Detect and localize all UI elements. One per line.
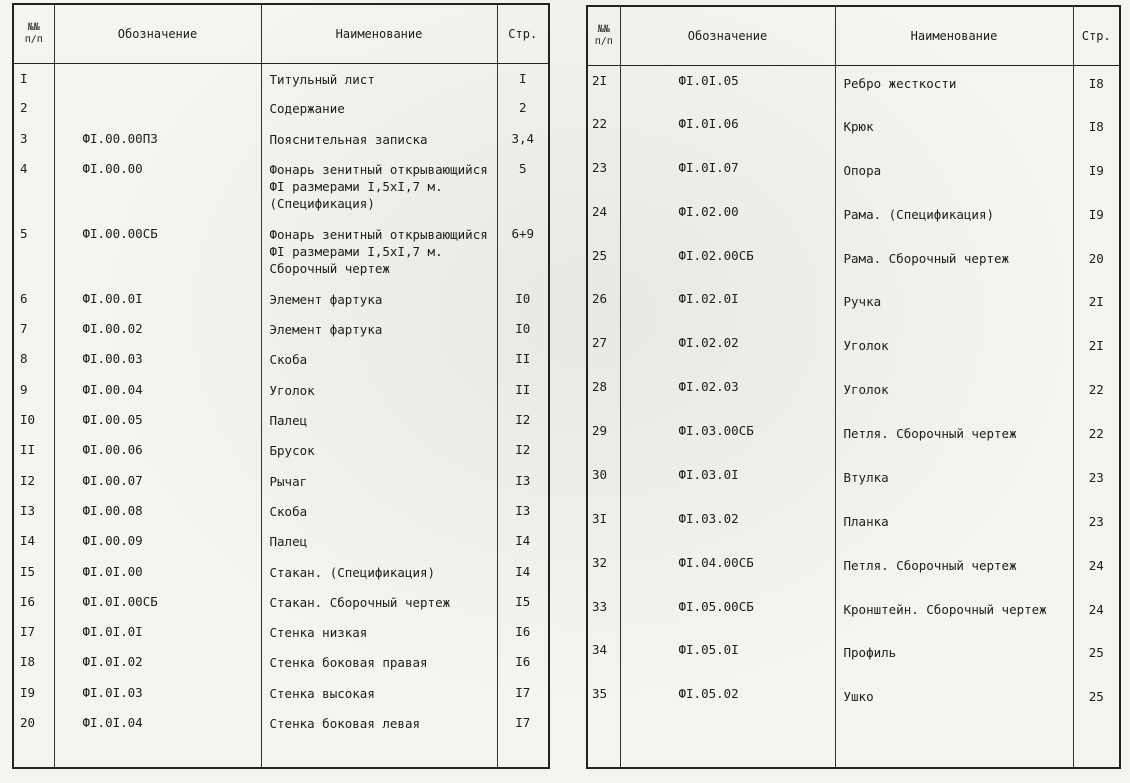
table-row xyxy=(14,647,548,677)
row-page: 2I xyxy=(1088,294,1104,310)
table-row xyxy=(14,587,548,617)
row-number: 32 xyxy=(588,548,620,592)
row-number: 28 xyxy=(588,372,620,416)
row-number: I8 xyxy=(14,647,54,677)
row-designation: ФI.00.00ПЗ xyxy=(54,124,261,154)
row-name: Уголок xyxy=(835,372,1073,416)
row-name: Элемент фартука xyxy=(261,284,497,314)
row-designation: ФI.02.00 xyxy=(620,197,835,241)
row-number: 8 xyxy=(14,344,54,374)
row-page: 20 xyxy=(1088,250,1104,266)
row-page: I7 xyxy=(515,684,531,700)
row-name: Планка xyxy=(835,504,1073,548)
table-row xyxy=(588,65,1119,109)
row-name: Палец xyxy=(261,405,497,435)
row-name: Ушко xyxy=(835,679,1073,723)
header-page: Стр. xyxy=(1073,7,1119,65)
row-number: 3 xyxy=(14,124,54,154)
row-page: I7 xyxy=(515,715,531,731)
row-name: Рама. Сборочный чертеж xyxy=(835,241,1073,285)
row-page: I4 xyxy=(515,563,531,579)
row-page: 23 xyxy=(1088,469,1104,485)
table-row xyxy=(14,678,548,708)
row-name: Элемент фартука xyxy=(261,314,497,344)
row-designation: ФI.0I.0I xyxy=(54,617,261,647)
row-number: I4 xyxy=(14,526,54,556)
row-page: I8 xyxy=(1088,118,1104,134)
row-number: II xyxy=(14,435,54,465)
row-number: 22 xyxy=(588,109,620,153)
row-number: I xyxy=(14,63,54,93)
row-name: Стенка высокая xyxy=(261,678,497,708)
table-row xyxy=(588,372,1119,416)
row-name: Опора xyxy=(835,153,1073,197)
row-page: I4 xyxy=(515,533,531,549)
row-designation: ФI.00.04 xyxy=(54,375,261,405)
table-row xyxy=(14,93,548,123)
row-name: Профиль xyxy=(835,635,1073,679)
row-page: I2 xyxy=(515,442,531,458)
row-number: 9 xyxy=(14,375,54,405)
row-designation: ФI.02.00СБ xyxy=(620,241,835,285)
empty-row-space xyxy=(14,738,548,768)
table-row xyxy=(14,617,548,647)
row-number: 25 xyxy=(588,241,620,285)
table-row xyxy=(588,679,1119,723)
table-row xyxy=(588,197,1119,241)
table-row xyxy=(14,154,548,219)
row-page: 24 xyxy=(1088,557,1104,573)
table-row xyxy=(588,592,1119,636)
row-designation: ФI.0I.00 xyxy=(54,557,261,587)
row-designation: ФI.02.03 xyxy=(620,372,835,416)
row-number: 27 xyxy=(588,328,620,372)
row-number: 35 xyxy=(588,679,620,723)
row-number: 26 xyxy=(588,284,620,328)
row-designation: ФI.00.08 xyxy=(54,496,261,526)
row-designation: ФI.0I.03 xyxy=(54,678,261,708)
header-designation: Обозначение xyxy=(620,7,835,65)
row-page: I xyxy=(518,70,527,86)
row-number: I9 xyxy=(14,678,54,708)
table-row xyxy=(14,526,548,556)
table-row xyxy=(14,405,548,435)
row-name: Брусок xyxy=(261,435,497,465)
row-designation: ФI.00.00 xyxy=(54,154,261,219)
row-page: I9 xyxy=(1088,162,1104,178)
row-page: I9 xyxy=(1088,206,1104,222)
row-name: Втулка xyxy=(835,460,1073,504)
row-designation: ФI.00.07 xyxy=(54,466,261,496)
table-row xyxy=(14,219,548,284)
table-row xyxy=(588,504,1119,548)
row-page: 3,4 xyxy=(511,130,535,146)
header-number: №№ п/п xyxy=(588,7,620,65)
row-number: 29 xyxy=(588,416,620,460)
row-number: 7 xyxy=(14,314,54,344)
row-number: 30 xyxy=(588,460,620,504)
row-designation: ФI.05.00СБ xyxy=(620,592,835,636)
row-name: Пояснительная записка xyxy=(261,124,497,154)
row-number: 2I xyxy=(588,65,620,109)
row-designation: ФI.05.02 xyxy=(620,679,835,723)
row-name: Стакан. Сборочный чертеж xyxy=(261,587,497,617)
row-designation: ФI.03.02 xyxy=(620,504,835,548)
row-page: 22 xyxy=(1088,426,1104,441)
row-designation: ФI.0I.00СБ xyxy=(54,587,261,617)
row-page: I0 xyxy=(515,321,531,337)
empty-cell xyxy=(620,723,835,767)
table-row xyxy=(14,466,548,496)
header-designation: Обозначение xyxy=(54,5,261,63)
row-number: 33 xyxy=(588,592,620,636)
row-designation: ФI.00.02 xyxy=(54,314,261,344)
table-row xyxy=(588,548,1119,592)
row-name: Содержание xyxy=(261,93,497,123)
table-row xyxy=(14,496,548,526)
row-number: 6 xyxy=(14,284,54,314)
row-number: I3 xyxy=(14,496,54,526)
row-name: Рычаг xyxy=(261,466,497,496)
table-row xyxy=(588,328,1119,372)
row-designation: ФI.00.05 xyxy=(54,405,261,435)
row-number: 23 xyxy=(588,153,620,197)
row-designation: ФI.04.00СБ xyxy=(620,548,835,592)
table-row xyxy=(588,284,1119,328)
row-designation: ФI.0I.04 xyxy=(54,708,261,738)
row-name: Уголок xyxy=(835,328,1073,372)
table-row xyxy=(14,708,548,738)
row-name: Крюк xyxy=(835,109,1073,153)
row-page: II xyxy=(515,381,531,397)
table-row xyxy=(588,153,1119,197)
row-page: 24 xyxy=(1088,601,1104,617)
row-number: 2 xyxy=(14,93,54,123)
row-designation xyxy=(54,93,261,123)
row-name: Петля. Сборочный чертеж xyxy=(835,416,1073,460)
empty-cell xyxy=(497,738,548,768)
row-name: Уголок xyxy=(261,375,497,405)
row-number: 5 xyxy=(14,219,54,284)
table-row xyxy=(588,460,1119,504)
table-row xyxy=(14,63,548,93)
row-page: 25 xyxy=(1088,689,1104,705)
row-page: I6 xyxy=(515,624,531,640)
row-number: I0 xyxy=(14,405,54,435)
row-designation: ФI.00.06 xyxy=(54,435,261,465)
row-number: 34 xyxy=(588,635,620,679)
row-number: 3I xyxy=(588,504,620,548)
empty-cell xyxy=(261,738,497,768)
row-name: Ребро жесткости xyxy=(835,65,1073,109)
empty-cell xyxy=(54,738,261,768)
header-name: Наименование xyxy=(835,7,1073,65)
row-page: I5 xyxy=(515,593,531,609)
row-name: Фонарь зенитный открывающийся ФI размерами I,5xI,7 м. Сборочный чертеж xyxy=(261,219,497,284)
empty-cell xyxy=(588,723,620,767)
row-name: Титульный лист xyxy=(261,63,497,93)
row-name: Петля. Сборочный чертеж xyxy=(835,548,1073,592)
row-page: 23 xyxy=(1088,513,1104,529)
row-designation: ФI.03.00СБ xyxy=(620,416,835,460)
row-designation: ФI.05.0I xyxy=(620,635,835,679)
row-designation: ФI.00.00СБ xyxy=(54,219,261,284)
row-name: Стенка низкая xyxy=(261,617,497,647)
row-page: I3 xyxy=(515,502,531,518)
row-number: 4 xyxy=(14,154,54,219)
empty-cell xyxy=(835,723,1073,767)
row-designation: ФI.02.0I xyxy=(620,284,835,328)
row-number: I2 xyxy=(14,466,54,496)
table-row xyxy=(14,344,548,374)
row-page: 5 xyxy=(518,160,527,176)
row-page: I2 xyxy=(515,412,531,428)
row-designation xyxy=(54,63,261,93)
row-name: Стенка боковая левая xyxy=(261,708,497,738)
table-row xyxy=(588,635,1119,679)
row-page: I0 xyxy=(515,290,531,306)
row-page: I8 xyxy=(1088,75,1104,91)
row-name: Рама. (Спецификация) xyxy=(835,197,1073,241)
row-designation: ФI.0I.06 xyxy=(620,109,835,153)
row-number: I7 xyxy=(14,617,54,647)
table-row xyxy=(588,416,1119,460)
table-header-row xyxy=(14,5,548,63)
row-designation: ФI.02.02 xyxy=(620,328,835,372)
table-row xyxy=(14,124,548,154)
row-designation: ФI.0I.05 xyxy=(620,65,835,109)
row-name: Скоба xyxy=(261,344,497,374)
row-designation: ФI.00.03 xyxy=(54,344,261,374)
table-row xyxy=(14,375,548,405)
row-page: 22 xyxy=(1088,382,1104,398)
table-row xyxy=(14,435,548,465)
table-header-row xyxy=(588,7,1119,65)
header-name: Наименование xyxy=(261,5,497,63)
row-name: Ручка xyxy=(835,284,1073,328)
table-row xyxy=(14,314,548,344)
row-number: 24 xyxy=(588,197,620,241)
row-designation: ФI.0I.02 xyxy=(54,647,261,677)
contents-table-right xyxy=(586,5,1121,769)
row-name: Палец xyxy=(261,526,497,556)
empty-cell xyxy=(14,738,54,768)
table-row xyxy=(14,284,548,314)
row-page: I3 xyxy=(515,472,531,488)
row-name: Кронштейн. Сборочный чертеж xyxy=(835,592,1073,636)
table-row xyxy=(588,109,1119,153)
row-name: Фонарь зенитный открывающийся ФI размерами I,5xI,7 м. (Спецификация) xyxy=(261,154,497,219)
row-number: I6 xyxy=(14,587,54,617)
empty-row-space xyxy=(588,723,1119,767)
table-row xyxy=(14,557,548,587)
row-designation: ФI.00.09 xyxy=(54,526,261,556)
row-name: Скоба xyxy=(261,496,497,526)
row-designation: ФI.03.0I xyxy=(620,460,835,504)
row-page: II xyxy=(515,351,531,367)
row-name: Стакан. (Спецификация) xyxy=(261,557,497,587)
table-row xyxy=(588,241,1119,285)
row-page: 25 xyxy=(1088,645,1104,661)
row-page: I6 xyxy=(515,654,531,670)
row-page: 6+9 xyxy=(511,225,535,241)
row-designation: ФI.0I.07 xyxy=(620,153,835,197)
row-designation: ФI.00.0I xyxy=(54,284,261,314)
contents-table-left xyxy=(12,3,550,769)
row-page: 2 xyxy=(518,100,527,116)
row-number: 20 xyxy=(14,708,54,738)
row-number: I5 xyxy=(14,557,54,587)
empty-cell xyxy=(1073,723,1119,767)
header-number: №№ п/п xyxy=(14,5,54,63)
header-page: Стр. xyxy=(497,5,548,63)
row-page: 2I xyxy=(1088,338,1104,354)
row-name: Стенка боковая правая xyxy=(261,647,497,677)
